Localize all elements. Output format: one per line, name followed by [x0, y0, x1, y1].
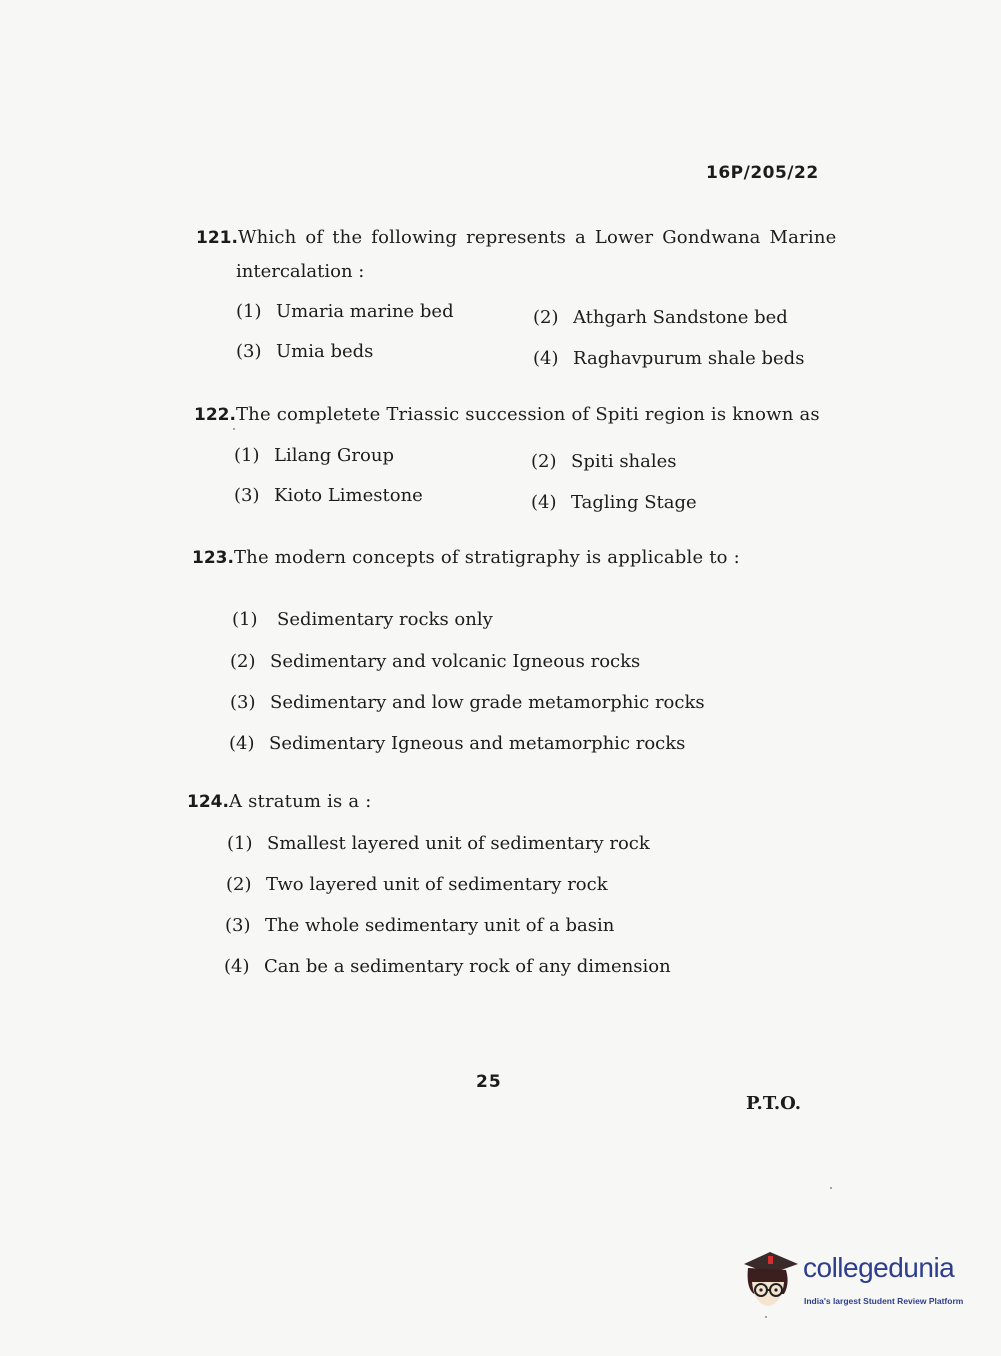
paper-code: 16P/205/22	[706, 163, 819, 183]
question-number: 124.	[187, 792, 229, 812]
option-121-4	[533, 348, 804, 369]
option-121-1	[236, 301, 454, 322]
option-123-2	[230, 651, 640, 672]
question-121	[196, 227, 837, 249]
mascot-icon	[740, 1248, 802, 1314]
option-123-4	[229, 733, 685, 754]
option-text: Can be a sedimentary rock of any dimension	[264, 956, 671, 977]
question-text-continued: intercalation :	[236, 261, 365, 282]
option-text: Kioto Limestone	[274, 485, 423, 506]
option-text: Raghavpurum shale beds	[573, 348, 805, 369]
option-123-1	[232, 609, 493, 630]
option-text: Sedimentary Igneous and metamorphic rocks	[269, 733, 686, 754]
option-124-1	[227, 833, 650, 854]
option-124-2	[226, 874, 608, 895]
option-text: Smallest layered unit of sedimentary rock	[267, 833, 650, 854]
option-123-3	[230, 692, 705, 713]
brand-name: collegedunia	[803, 1252, 955, 1283]
option-text: Spiti shales	[571, 451, 677, 472]
option-122-4	[531, 492, 697, 513]
option-number: (3)	[225, 915, 251, 936]
option-text: Tagling Stage	[571, 492, 697, 513]
question-124	[187, 791, 372, 813]
option-text: Umia beds	[276, 341, 374, 362]
question-123	[192, 547, 740, 569]
option-text: Two layered unit of sedimentary rock	[266, 874, 608, 895]
option-text: Umaria marine bed	[276, 301, 454, 322]
option-number: (1)	[232, 609, 258, 630]
option-text: The whole sedimentary unit of a basin	[265, 915, 615, 936]
option-122-3	[234, 485, 423, 506]
option-number: (4)	[533, 348, 559, 369]
option-121-3	[236, 341, 373, 362]
question-number: 121.	[196, 228, 238, 248]
option-number: (1)	[236, 301, 262, 322]
option-number: (3)	[234, 485, 260, 506]
option-number: (4)	[224, 956, 250, 977]
scan-speck	[830, 1187, 832, 1189]
option-number: (1)	[234, 445, 260, 466]
option-text: Sedimentary rocks only	[277, 609, 493, 630]
option-text: Athgarh Sandstone bed	[573, 307, 788, 328]
option-number: (4)	[229, 733, 255, 754]
question-number: 122.	[194, 405, 236, 425]
option-124-4	[224, 956, 671, 977]
option-number: (2)	[226, 874, 252, 895]
page-number: 25	[476, 1072, 502, 1092]
question-number: 123.	[192, 548, 234, 568]
option-number: (2)	[230, 651, 256, 672]
option-number: (3)	[230, 692, 256, 713]
question-text: The completete Triassic succession of Spiti region is known as	[235, 404, 820, 425]
option-122-1	[234, 445, 394, 466]
option-number: (4)	[531, 492, 557, 513]
brand-tagline: India's largest Student Review Platform	[804, 1296, 964, 1306]
option-number: (3)	[236, 341, 262, 362]
question-text: Which of the following represents a Lower Gondwana Marine	[237, 227, 837, 248]
option-number: (2)	[531, 451, 557, 472]
question-text: A stratum is a :	[228, 791, 372, 812]
option-number: (2)	[533, 307, 559, 328]
option-text: Sedimentary and volcanic Igneous rocks	[270, 651, 641, 672]
pto-label: P.T.O.	[746, 1093, 802, 1114]
question-text: The modern concepts of stratigraphy is applicable to :	[233, 547, 740, 568]
question-122	[194, 404, 820, 426]
option-text: Sedimentary and low grade metamorphic rocks	[270, 692, 705, 713]
option-number: (1)	[227, 833, 253, 854]
option-text: Lilang Group	[274, 445, 394, 466]
collegedunia-logo	[740, 1248, 975, 1318]
option-124-3	[225, 915, 614, 936]
option-122-2	[531, 451, 677, 472]
option-121-2	[533, 307, 788, 328]
scan-speck	[233, 428, 235, 430]
